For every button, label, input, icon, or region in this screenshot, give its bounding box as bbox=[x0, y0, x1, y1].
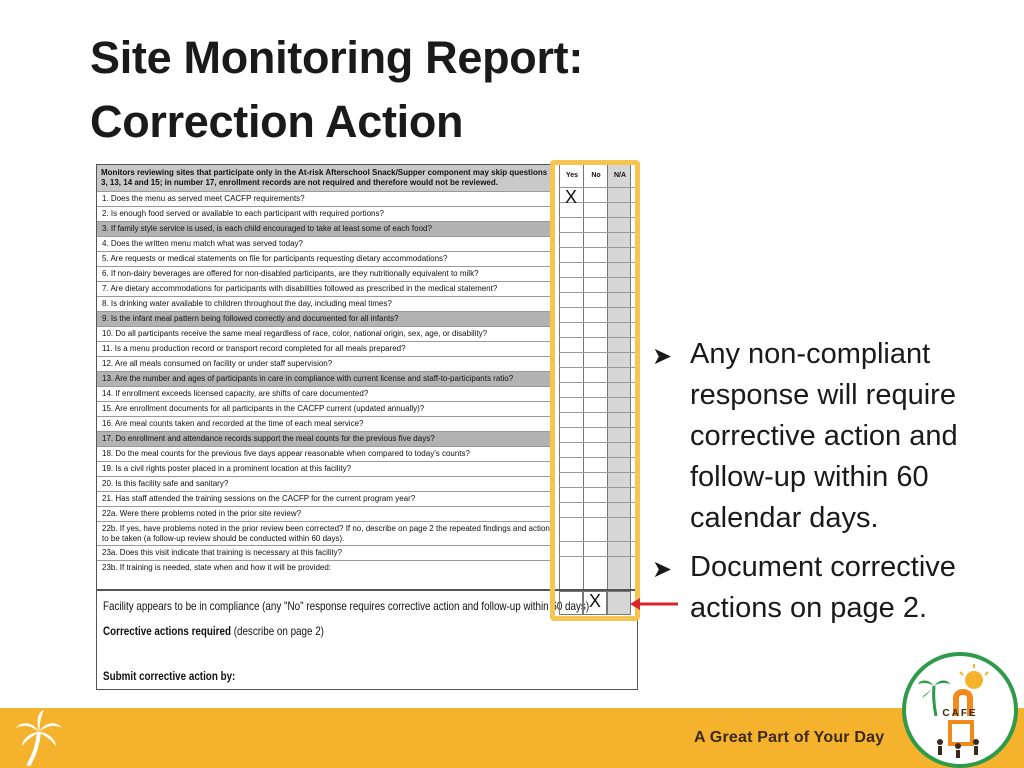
arrowhead-bullet-icon: ➤ bbox=[652, 343, 673, 370]
form-row: 9. Is the infant meal pattern being followed correctly and documented for all infants? bbox=[97, 311, 555, 326]
form-row: 14. If enrollment exceeds licensed capacity, are shifts of care documented? bbox=[97, 386, 555, 401]
no-column-header: No bbox=[591, 172, 601, 179]
cafe-logo bbox=[900, 650, 1020, 768]
form-row: 23b. If training is needed, state when and how it will be provided: bbox=[97, 560, 555, 575]
compliance-statement: Facility appears to be in compliance (any "No" response requires corrective action and follow-up within 60 days) bbox=[103, 599, 590, 613]
bullet-text-2: Document corrective actions on page 2. bbox=[690, 551, 956, 624]
form-row: 22a. Were there problems noted in the prior site review? bbox=[97, 506, 555, 521]
form-row: 21. Has staff attended the training sessions on the CACFP for the current program year? bbox=[97, 491, 555, 506]
form-row: 5. Are requests or medical statements on file for participants requesting dietary accommodations? bbox=[97, 251, 555, 266]
form-row: 1. Does the menu as served meet CACFP requirements? bbox=[97, 191, 555, 206]
submit-by-label: Submit corrective action by: bbox=[103, 669, 236, 683]
form-row: 22b. If yes, have problems noted in the prior review been corrected? If no, describe on page 2 the repeated findings and action to be taken (a follow-up review should be conducted within 60 days). bbox=[97, 521, 555, 545]
form-row: 20. Is this facility safe and sanitary? bbox=[97, 476, 555, 491]
form-row: 2. Is enough food served or available to each participant with required portions? bbox=[97, 206, 555, 221]
corrective-actions-label: Corrective actions required bbox=[103, 624, 231, 638]
form-row: 18. Do the meal counts for the previous five days appear reasonable when compared to today's counts? bbox=[97, 446, 555, 461]
logo-text: CAFE bbox=[942, 708, 978, 719]
form-row: 8. Is drinking water available to children throughout the day, including meal times? bbox=[97, 296, 555, 311]
corrective-actions-line bbox=[103, 624, 324, 638]
yes-no-column-highlight bbox=[550, 160, 640, 621]
footer-tagline: A Great Part of Your Day bbox=[694, 729, 885, 746]
form-row: 23a. Does this visit indicate that training is necessary at this facility? bbox=[97, 545, 555, 560]
form-row: 17. Do enrollment and attendance records support the meal counts for the previous five days? bbox=[97, 431, 555, 446]
corrective-actions-note: (describe on page 2) bbox=[230, 624, 324, 638]
yes-column-header: Yes bbox=[565, 172, 579, 179]
form-row: 10. Do all participants receive the same meal regardless of race, color, national origin, sex, age, or disability? bbox=[97, 326, 555, 341]
form-row: 16. Are meal counts taken and recorded at the time of each meal service? bbox=[97, 416, 555, 431]
form-header-note: Monitors reviewing sites that participate only in the At-risk Afterschool Snack/Supper component may skip questions 3, 13, 14 and 15; in number 17, enrollment records are not required and therefore would not be reviewed. bbox=[97, 165, 555, 191]
arrowhead-bullet-icon: ➤ bbox=[652, 556, 673, 583]
form-row: 3. If family style service is used, is each child encouraged to take at least some of each food? bbox=[97, 221, 555, 236]
form-row: 13. Are the number and ages of participants in care in compliance with current license and staff-to-participants ratio? bbox=[97, 371, 555, 386]
title-line-1: Site Monitoring Report: bbox=[90, 32, 584, 83]
palm-tree-icon bbox=[12, 710, 66, 766]
title-line-2: Correction Action bbox=[90, 96, 464, 147]
bullet-text-1: Any non-compliant response will require corrective action and follow-up within 60 calendar days. bbox=[690, 338, 958, 534]
na-column-header: N/A bbox=[613, 172, 627, 179]
form-row: 4. Does the written menu match what was served today? bbox=[97, 236, 555, 251]
yes-mark-row-1: X bbox=[565, 187, 578, 207]
slide-title bbox=[90, 26, 583, 154]
bullet-item-1 bbox=[652, 334, 1002, 539]
form-row: 12. Are all meals consumed on facility or under staff supervision? bbox=[97, 356, 555, 371]
bullet-item-2 bbox=[652, 547, 1002, 629]
form-row: 7. Are dietary accommodations for participants with disabilities followed as prescribed in the medical statement? bbox=[97, 281, 555, 296]
compliance-no-mark: X bbox=[589, 591, 602, 611]
form-row: 15. Are enrollment documents for all participants in the CACFP current (updated annually)? bbox=[97, 401, 555, 416]
bullet-list bbox=[652, 334, 1002, 637]
form-row: 11. Is a menu production record or transport record completed for all meals prepared? bbox=[97, 341, 555, 356]
form-row: 19. Is a civil rights poster placed in a prominent location at this facility? bbox=[97, 461, 555, 476]
form-row: 6. If non-dairy beverages are offered for non-disabled participants, are they nutritionally equivalent to milk? bbox=[97, 266, 555, 281]
